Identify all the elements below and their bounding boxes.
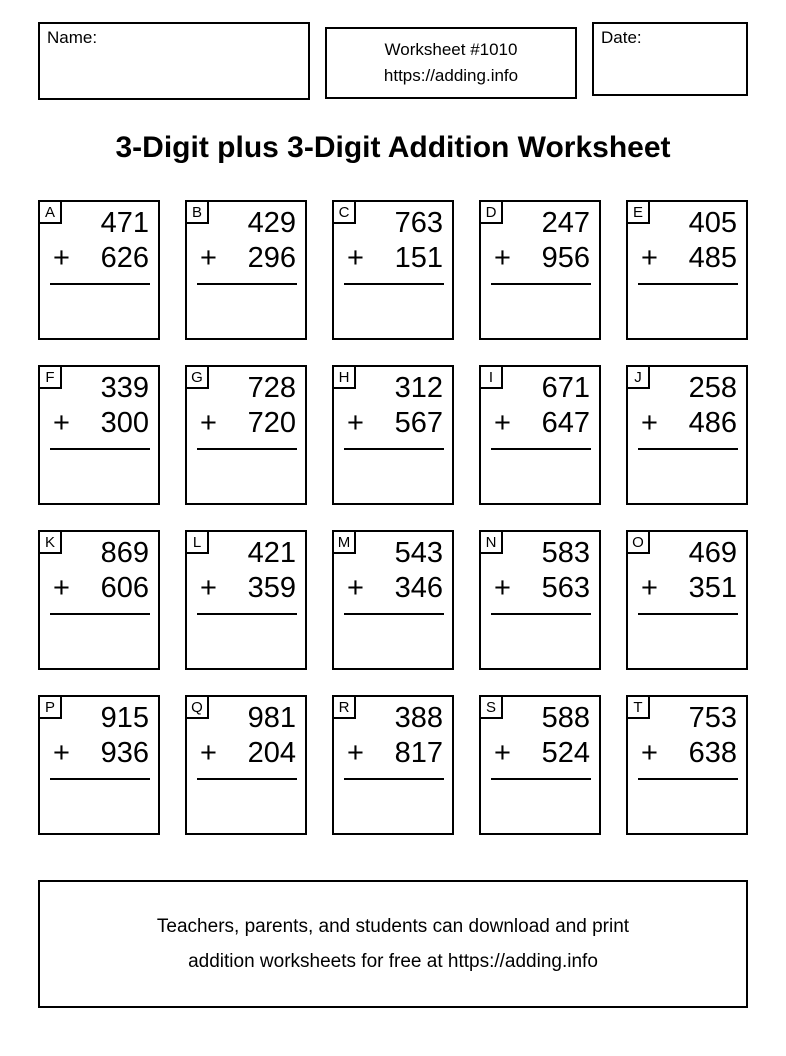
problem-cell	[38, 365, 160, 505]
bottom-row	[187, 405, 305, 441]
worksheet-number: Worksheet #1010	[384, 40, 518, 59]
addend-bottom: 485	[688, 242, 737, 274]
addend-top: 869	[100, 537, 149, 569]
problem-cell	[626, 200, 748, 340]
answer-line	[344, 778, 444, 780]
plus-sign: +	[347, 407, 364, 439]
problem-label: O	[628, 532, 650, 554]
problem-label: B	[187, 202, 209, 224]
name-field-box[interactable]	[38, 22, 310, 100]
answer-line	[638, 778, 738, 780]
name-label: Name:	[47, 28, 98, 47]
problem-cell	[626, 695, 748, 835]
plus-sign: +	[641, 242, 658, 274]
footer-line-1: Teachers, parents, and students can download and print	[156, 916, 630, 937]
addend-bottom: 817	[394, 737, 443, 769]
plus-sign: +	[53, 407, 70, 439]
problem-cell	[38, 695, 160, 835]
problem-label: N	[481, 532, 503, 554]
addend-top: 471	[100, 207, 149, 239]
addend-bottom: 647	[541, 407, 590, 439]
problem-label: T	[628, 697, 650, 719]
bottom-row	[334, 240, 452, 276]
addend-top: 247	[541, 207, 590, 239]
bottom-row	[40, 570, 158, 606]
plus-sign: +	[494, 242, 511, 274]
problems-grid	[38, 200, 748, 835]
problem-label: C	[334, 202, 356, 224]
plus-sign: +	[347, 572, 364, 604]
problem-cell	[332, 365, 454, 505]
problem-label: S	[481, 697, 503, 719]
plus-sign: +	[494, 407, 511, 439]
problem-label: I	[481, 367, 503, 389]
plus-sign: +	[53, 242, 70, 274]
plus-sign: +	[347, 737, 364, 769]
addend-bottom: 296	[247, 242, 296, 274]
problem-cell	[479, 695, 601, 835]
addend-top: 915	[100, 702, 149, 734]
addend-bottom: 486	[688, 407, 737, 439]
worksheet-info-box	[325, 27, 577, 99]
answer-line	[491, 613, 591, 615]
plus-sign: +	[200, 737, 217, 769]
addend-top: 339	[100, 372, 149, 404]
problem-label: J	[628, 367, 650, 389]
bottom-row	[481, 735, 599, 771]
answer-line	[638, 448, 738, 450]
problem-label: Q	[187, 697, 209, 719]
date-label: Date:	[601, 28, 642, 47]
bottom-row	[481, 405, 599, 441]
addend-bottom: 626	[100, 242, 149, 274]
plus-sign: +	[641, 407, 658, 439]
plus-sign: +	[347, 242, 364, 274]
bottom-row	[40, 735, 158, 771]
addend-top: 388	[394, 702, 443, 734]
answer-line	[344, 448, 444, 450]
addend-top: 583	[541, 537, 590, 569]
problem-label: L	[187, 532, 209, 554]
problem-cell	[332, 530, 454, 670]
problem-label: K	[40, 532, 62, 554]
footer-box	[38, 880, 748, 1008]
answer-line	[491, 283, 591, 285]
page-title: 3-Digit plus 3-Digit Addition Worksheet	[115, 131, 671, 164]
plus-sign: +	[641, 737, 658, 769]
bottom-row	[628, 735, 746, 771]
problem-cell	[185, 530, 307, 670]
bottom-row	[187, 735, 305, 771]
addend-bottom: 204	[247, 737, 296, 769]
problem-cell	[38, 200, 160, 340]
answer-line	[50, 613, 150, 615]
addend-bottom: 606	[100, 572, 149, 604]
problem-cell	[38, 530, 160, 670]
addend-bottom: 524	[541, 737, 590, 769]
addend-top: 671	[541, 372, 590, 404]
problem-cell	[626, 530, 748, 670]
problem-label: D	[481, 202, 503, 224]
addend-bottom: 563	[541, 572, 590, 604]
addend-top: 258	[688, 372, 737, 404]
date-field-box[interactable]	[592, 22, 748, 96]
worksheet-url: https://adding.info	[383, 66, 519, 85]
answer-line	[197, 613, 297, 615]
problem-cell	[332, 695, 454, 835]
plus-sign: +	[494, 737, 511, 769]
addend-top: 405	[688, 207, 737, 239]
addend-top: 429	[247, 207, 296, 239]
bottom-row	[481, 240, 599, 276]
bottom-row	[628, 405, 746, 441]
bottom-row	[628, 240, 746, 276]
answer-line	[197, 283, 297, 285]
bottom-row	[187, 570, 305, 606]
bottom-row	[481, 570, 599, 606]
plus-sign: +	[200, 407, 217, 439]
bottom-row	[40, 240, 158, 276]
problem-label: H	[334, 367, 356, 389]
problem-label: F	[40, 367, 62, 389]
answer-line	[491, 778, 591, 780]
addend-bottom: 300	[100, 407, 149, 439]
addend-top: 312	[394, 372, 443, 404]
addend-bottom: 956	[541, 242, 590, 274]
answer-line	[638, 613, 738, 615]
addend-top: 728	[247, 372, 296, 404]
bottom-row	[334, 570, 452, 606]
addend-top: 588	[541, 702, 590, 734]
answer-line	[50, 778, 150, 780]
addend-top: 763	[394, 207, 443, 239]
plus-sign: +	[53, 737, 70, 769]
answer-line	[197, 778, 297, 780]
problem-label: E	[628, 202, 650, 224]
addend-top: 421	[247, 537, 296, 569]
problem-label: P	[40, 697, 62, 719]
problem-cell	[185, 695, 307, 835]
problem-cell	[479, 365, 601, 505]
plus-sign: +	[641, 572, 658, 604]
addend-bottom: 720	[247, 407, 296, 439]
footer-line-2: addition worksheets for free at https://adding.info	[188, 951, 598, 972]
problem-cell	[626, 365, 748, 505]
answer-line	[50, 283, 150, 285]
plus-sign: +	[200, 242, 217, 274]
addend-top: 753	[688, 702, 737, 734]
addend-bottom: 936	[100, 737, 149, 769]
addend-top: 543	[394, 537, 443, 569]
problem-label: A	[40, 202, 62, 224]
problem-cell	[479, 530, 601, 670]
problem-cell	[332, 200, 454, 340]
problem-label: G	[187, 367, 209, 389]
answer-line	[638, 283, 738, 285]
plus-sign: +	[200, 572, 217, 604]
bottom-row	[334, 735, 452, 771]
addend-bottom: 359	[247, 572, 296, 604]
plus-sign: +	[53, 572, 70, 604]
answer-line	[50, 448, 150, 450]
answer-line	[197, 448, 297, 450]
plus-sign: +	[494, 572, 511, 604]
problem-cell	[185, 365, 307, 505]
problem-cell	[479, 200, 601, 340]
addend-bottom: 638	[688, 737, 737, 769]
bottom-row	[334, 405, 452, 441]
answer-line	[344, 283, 444, 285]
addend-bottom: 567	[394, 407, 443, 439]
addend-top: 469	[688, 537, 737, 569]
problem-cell	[185, 200, 307, 340]
addend-top: 981	[247, 702, 296, 734]
addend-bottom: 151	[394, 242, 443, 274]
addend-bottom: 351	[688, 572, 737, 604]
bottom-row	[628, 570, 746, 606]
addend-bottom: 346	[394, 572, 443, 604]
bottom-row	[40, 405, 158, 441]
header	[38, 22, 748, 100]
bottom-row	[187, 240, 305, 276]
problem-label: R	[334, 697, 356, 719]
answer-line	[491, 448, 591, 450]
answer-line	[344, 613, 444, 615]
problem-label: M	[334, 532, 356, 554]
